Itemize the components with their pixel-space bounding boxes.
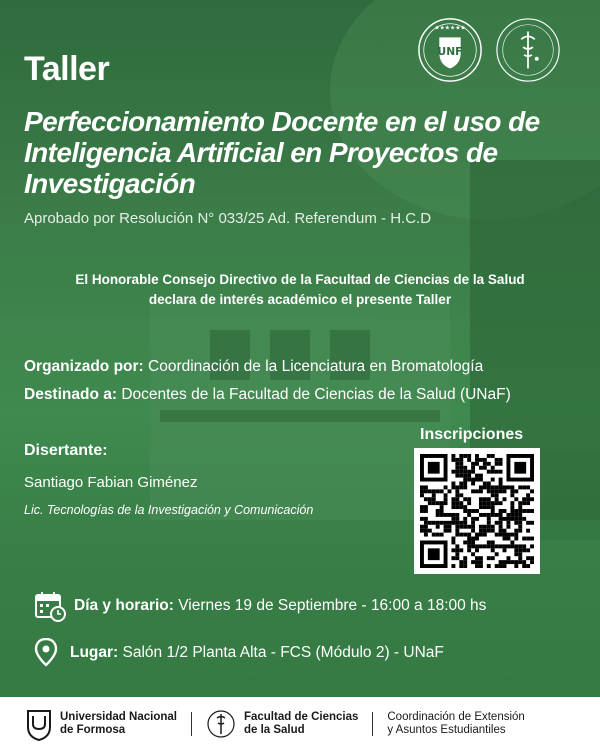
place-row [34, 638, 444, 668]
footer-divider [191, 712, 192, 736]
calendar-clock-icon [34, 590, 66, 622]
institution-logos [416, 16, 562, 84]
svg-text:UNF: UNF [437, 44, 463, 58]
qr-pattern [420, 454, 534, 568]
schedule-value: Viernes 19 de Septiembre - 16:00 a 18:00 hs [173, 597, 487, 614]
footer-coordination-text: Coordinación de Extensión y Asuntos Estudiantiles [387, 710, 525, 736]
fcs-logo [494, 16, 562, 84]
resolution-text: Aprobado por Resolución N° 033/25 Ad. Referendum - H.C.D [24, 210, 432, 227]
fcs-emblem-icon [206, 709, 236, 739]
registration-label: Inscripciones [420, 426, 524, 443]
place-value: Salón 1/2 Planta Alta - FCS (Módulo 2) - UNaF [118, 644, 444, 661]
organized-value: Coordinación de la Licenciatura en Bromatología [143, 358, 484, 375]
target-audience [24, 386, 511, 404]
schedule-label: Día y horario: [74, 597, 174, 614]
schedule-row [34, 590, 486, 622]
location-pin-icon [34, 638, 58, 668]
unf-logo [416, 16, 484, 84]
speaker-heading: Disertante: [24, 442, 108, 459]
page-title: Taller [24, 50, 110, 88]
footer-coordination [387, 711, 524, 737]
place-label: Lugar: [70, 644, 119, 661]
target-value: Docentes de la Facultad de Ciencias de la Salud (UNaF) [117, 386, 511, 403]
footer-unf [26, 707, 177, 741]
declaration-text: El Honorable Consejo Directivo de la Facultad de Ciencias de la Salud declara de interés académico el presente Taller [75, 272, 525, 307]
unf-shield-icon [26, 707, 52, 741]
svg-text:★★★★★★: ★★★★★★ [434, 25, 466, 32]
speaker-name: Santiago Fabian Giménez [24, 474, 198, 491]
workshop-subtitle: Perfeccionamiento Docente en el uso de Inteligencia Artificial en Proyectos de Investigación [24, 106, 540, 199]
footer-unf-text: Universidad Nacional de Formosa [60, 710, 177, 736]
footer-fcs-text: Facultad de Ciencias de la Salud [243, 710, 359, 736]
footer-bar [0, 697, 600, 750]
registration-qr-code[interactable] [414, 448, 540, 574]
speaker-degree: Lic. Tecnologías de la Investigación y Comunicación [24, 503, 314, 517]
target-label: Destinado a: [24, 386, 118, 403]
organized-label: Organizado por: [24, 358, 144, 375]
footer-divider [372, 712, 373, 736]
footer-fcs [206, 709, 358, 739]
organized-by [24, 358, 483, 376]
